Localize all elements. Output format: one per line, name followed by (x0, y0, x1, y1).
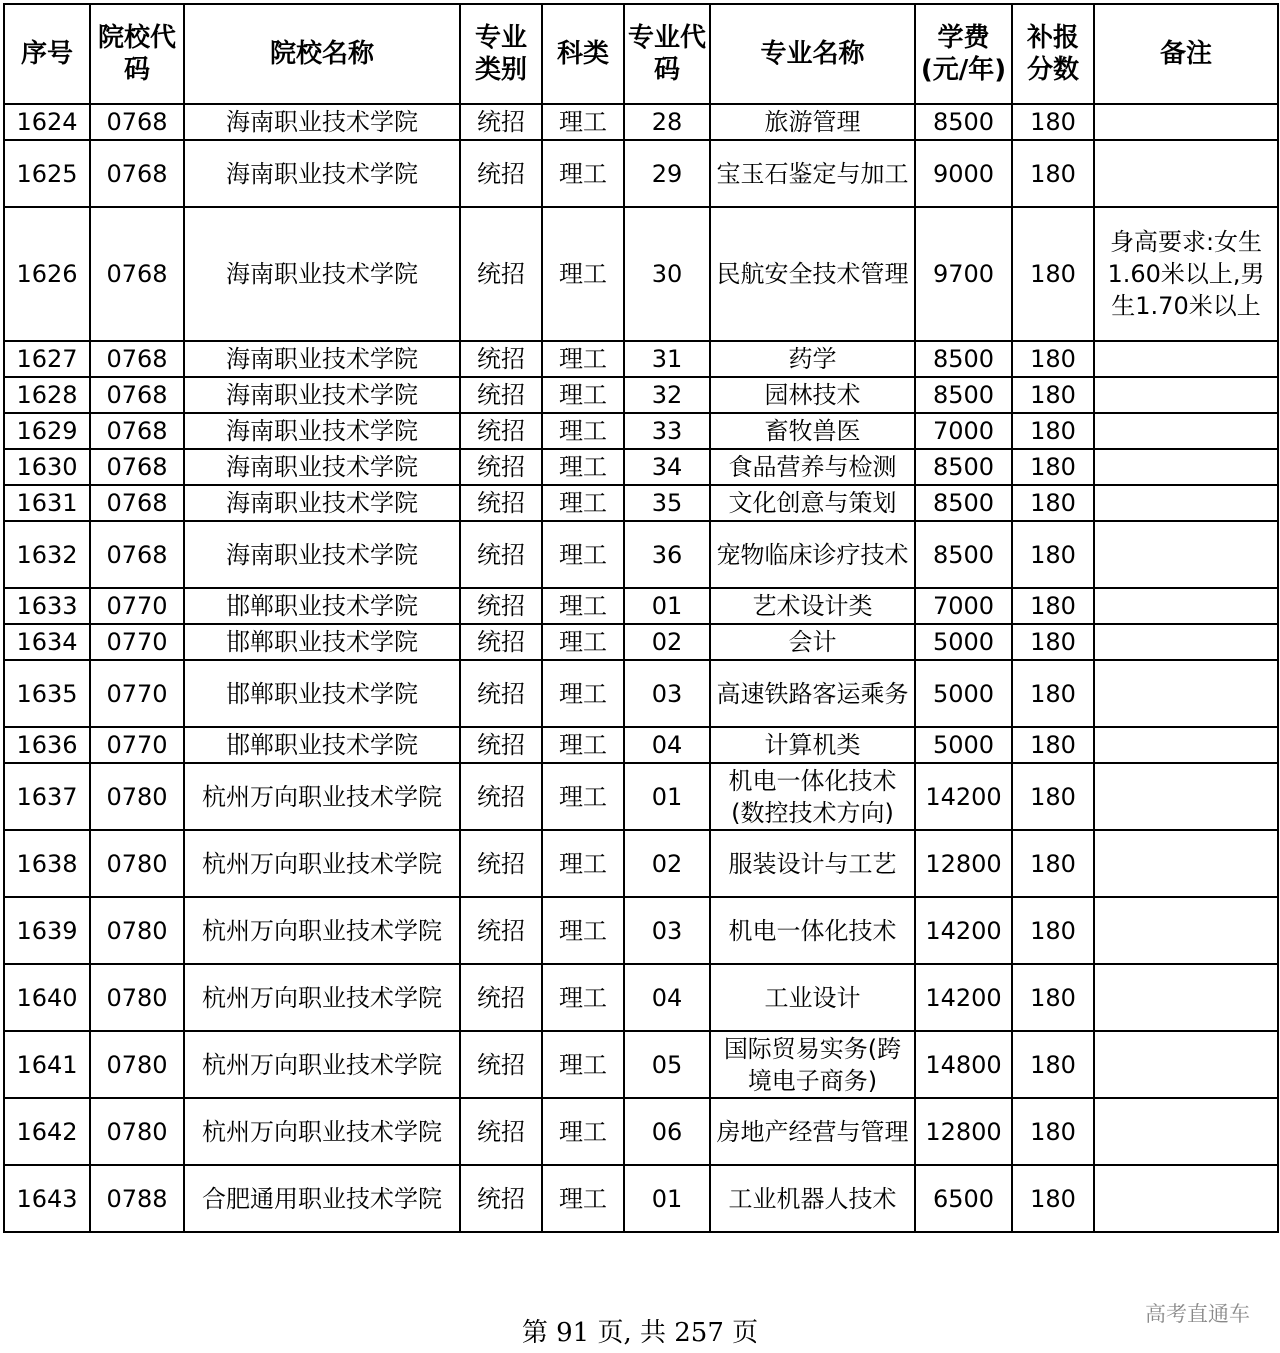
cell-serial: 1631 (4, 485, 90, 521)
cell-notes: 身高要求:女生1.60米以上,男生1.70米以上 (1094, 207, 1278, 341)
cell-major-category: 统招 (460, 485, 542, 521)
cell-major-code: 06 (624, 1098, 710, 1165)
cell-school-name: 海南职业技术学院 (184, 207, 460, 341)
cell-school-name: 海南职业技术学院 (184, 521, 460, 588)
header-major-code: 专业代码 (624, 4, 710, 104)
cell-serial: 1639 (4, 897, 90, 964)
cell-tuition: 9000 (915, 140, 1012, 207)
header-notes: 备注 (1094, 4, 1278, 104)
cell-major-category: 统招 (460, 521, 542, 588)
cell-score: 180 (1012, 104, 1094, 140)
cell-major-code: 02 (624, 830, 710, 897)
cell-score: 180 (1012, 1165, 1094, 1232)
cell-serial: 1632 (4, 521, 90, 588)
cell-subject: 理工 (542, 207, 624, 341)
cell-tuition: 8500 (915, 377, 1012, 413)
cell-subject: 理工 (542, 727, 624, 763)
cell-major-category: 统招 (460, 624, 542, 660)
cell-subject: 理工 (542, 521, 624, 588)
cell-major-name: 计算机类 (710, 727, 915, 763)
cell-major-category: 统招 (460, 897, 542, 964)
cell-subject: 理工 (542, 830, 624, 897)
cell-subject: 理工 (542, 660, 624, 727)
header-serial: 序号 (4, 4, 90, 104)
cell-tuition: 12800 (915, 1098, 1012, 1165)
cell-major-name: 国际贸易实务(跨境电子商务) (710, 1031, 915, 1098)
cell-score: 180 (1012, 341, 1094, 377)
cell-major-category: 统招 (460, 140, 542, 207)
cell-notes (1094, 341, 1278, 377)
page-number-footer: 第 91 页, 共 257 页 (521, 1318, 759, 1348)
cell-school-code: 0768 (90, 377, 184, 413)
table-row (4, 897, 1278, 964)
table-row (4, 727, 1278, 763)
cell-major-name: 房地产经营与管理 (710, 1098, 915, 1165)
cell-score: 180 (1012, 485, 1094, 521)
cell-major-code: 01 (624, 588, 710, 624)
cell-score: 180 (1012, 830, 1094, 897)
cell-school-code: 0768 (90, 341, 184, 377)
table-row (4, 1031, 1278, 1098)
table-row (4, 104, 1278, 140)
cell-score: 180 (1012, 140, 1094, 207)
cell-subject: 理工 (542, 1098, 624, 1165)
table-body (4, 104, 1278, 1232)
header-school-name: 院校名称 (184, 4, 460, 104)
cell-school-name: 邯郸职业技术学院 (184, 727, 460, 763)
cell-school-code: 0780 (90, 897, 184, 964)
table-row (4, 763, 1278, 830)
cell-score: 180 (1012, 588, 1094, 624)
cell-school-name: 合肥通用职业技术学院 (184, 1165, 460, 1232)
cell-notes (1094, 830, 1278, 897)
table-row (4, 449, 1278, 485)
cell-major-code: 01 (624, 1165, 710, 1232)
cell-score: 180 (1012, 1098, 1094, 1165)
cell-serial: 1624 (4, 104, 90, 140)
cell-school-name: 邯郸职业技术学院 (184, 588, 460, 624)
cell-school-code: 0768 (90, 207, 184, 341)
cell-school-name: 海南职业技术学院 (184, 413, 460, 449)
watermark: 高考直通车 (1145, 1302, 1250, 1326)
cell-school-name: 邯郸职业技术学院 (184, 624, 460, 660)
cell-score: 180 (1012, 763, 1094, 830)
cell-major-category: 统招 (460, 763, 542, 830)
table-row (4, 485, 1278, 521)
cell-major-code: 31 (624, 341, 710, 377)
cell-school-name: 杭州万向职业技术学院 (184, 1098, 460, 1165)
cell-subject: 理工 (542, 588, 624, 624)
cell-tuition: 7000 (915, 413, 1012, 449)
cell-subject: 理工 (542, 140, 624, 207)
cell-major-name: 宝玉石鉴定与加工 (710, 140, 915, 207)
cell-major-name: 服装设计与工艺 (710, 830, 915, 897)
cell-score: 180 (1012, 964, 1094, 1031)
cell-major-name: 工业机器人技术 (710, 1165, 915, 1232)
cell-serial: 1625 (4, 140, 90, 207)
cell-tuition: 5000 (915, 624, 1012, 660)
cell-serial: 1628 (4, 377, 90, 413)
cell-tuition: 8500 (915, 485, 1012, 521)
cell-major-name: 机电一体化技术(数控技术方向) (710, 763, 915, 830)
cell-subject: 理工 (542, 763, 624, 830)
cell-major-category: 统招 (460, 449, 542, 485)
cell-tuition: 9700 (915, 207, 1012, 341)
cell-school-code: 0780 (90, 763, 184, 830)
header-subject: 科类 (542, 4, 624, 104)
cell-notes (1094, 104, 1278, 140)
header-major-category: 专业类别 (460, 4, 542, 104)
cell-school-name: 杭州万向职业技术学院 (184, 964, 460, 1031)
cell-serial: 1637 (4, 763, 90, 830)
cell-serial: 1626 (4, 207, 90, 341)
table-row (4, 830, 1278, 897)
cell-school-code: 0768 (90, 140, 184, 207)
cell-major-name: 会计 (710, 624, 915, 660)
cell-major-category: 统招 (460, 377, 542, 413)
cell-notes (1094, 763, 1278, 830)
header-school-code: 院校代码 (90, 4, 184, 104)
table-header (4, 4, 1278, 104)
cell-major-name: 民航安全技术管理 (710, 207, 915, 341)
cell-subject: 理工 (542, 1031, 624, 1098)
cell-notes (1094, 140, 1278, 207)
cell-tuition: 14200 (915, 897, 1012, 964)
header-major-name: 专业名称 (710, 4, 915, 104)
cell-serial: 1633 (4, 588, 90, 624)
cell-school-name: 海南职业技术学院 (184, 449, 460, 485)
cell-major-name: 旅游管理 (710, 104, 915, 140)
cell-score: 180 (1012, 1031, 1094, 1098)
cell-major-code: 29 (624, 140, 710, 207)
cell-school-name: 邯郸职业技术学院 (184, 660, 460, 727)
cell-tuition: 8500 (915, 104, 1012, 140)
cell-major-name: 机电一体化技术 (710, 897, 915, 964)
cell-school-code: 0780 (90, 1098, 184, 1165)
table-row (4, 964, 1278, 1031)
cell-major-category: 统招 (460, 104, 542, 140)
cell-score: 180 (1012, 897, 1094, 964)
cell-major-code: 03 (624, 897, 710, 964)
cell-school-name: 杭州万向职业技术学院 (184, 763, 460, 830)
cell-school-code: 0768 (90, 485, 184, 521)
cell-school-code: 0780 (90, 964, 184, 1031)
cell-school-name: 杭州万向职业技术学院 (184, 1031, 460, 1098)
cell-tuition: 6500 (915, 1165, 1012, 1232)
cell-subject: 理工 (542, 449, 624, 485)
cell-notes (1094, 449, 1278, 485)
cell-notes (1094, 660, 1278, 727)
cell-serial: 1642 (4, 1098, 90, 1165)
cell-major-code: 04 (624, 964, 710, 1031)
cell-serial: 1635 (4, 660, 90, 727)
cell-major-code: 02 (624, 624, 710, 660)
cell-major-category: 统招 (460, 588, 542, 624)
header-row (4, 4, 1278, 104)
cell-tuition: 14200 (915, 763, 1012, 830)
table-row (4, 1098, 1278, 1165)
cell-school-code: 0780 (90, 1031, 184, 1098)
cell-score: 180 (1012, 449, 1094, 485)
cell-notes (1094, 521, 1278, 588)
table-row (4, 207, 1278, 341)
cell-tuition: 8500 (915, 521, 1012, 588)
cell-notes (1094, 1098, 1278, 1165)
cell-school-name: 海南职业技术学院 (184, 341, 460, 377)
cell-score: 180 (1012, 660, 1094, 727)
cell-notes (1094, 897, 1278, 964)
cell-tuition: 5000 (915, 727, 1012, 763)
table-row (4, 341, 1278, 377)
cell-subject: 理工 (542, 624, 624, 660)
cell-school-code: 0770 (90, 660, 184, 727)
cell-notes (1094, 1165, 1278, 1232)
cell-subject: 理工 (542, 341, 624, 377)
cell-major-name: 艺术设计类 (710, 588, 915, 624)
table-row (4, 588, 1278, 624)
cell-tuition: 14800 (915, 1031, 1012, 1098)
cell-major-name: 宠物临床诊疗技术 (710, 521, 915, 588)
table-row (4, 377, 1278, 413)
cell-major-code: 33 (624, 413, 710, 449)
cell-school-name: 海南职业技术学院 (184, 104, 460, 140)
cell-school-code: 0770 (90, 588, 184, 624)
cell-serial: 1640 (4, 964, 90, 1031)
cell-school-code: 0770 (90, 624, 184, 660)
cell-serial: 1634 (4, 624, 90, 660)
cell-major-code: 03 (624, 660, 710, 727)
cell-serial: 1638 (4, 830, 90, 897)
cell-major-name: 文化创意与策划 (710, 485, 915, 521)
cell-school-name: 杭州万向职业技术学院 (184, 897, 460, 964)
cell-major-category: 统招 (460, 207, 542, 341)
cell-notes (1094, 588, 1278, 624)
cell-major-code: 01 (624, 763, 710, 830)
cell-school-code: 0768 (90, 413, 184, 449)
cell-tuition: 8500 (915, 341, 1012, 377)
cell-score: 180 (1012, 207, 1094, 341)
cell-tuition: 12800 (915, 830, 1012, 897)
cell-major-name: 药学 (710, 341, 915, 377)
cell-notes (1094, 964, 1278, 1031)
cell-notes (1094, 624, 1278, 660)
admissions-table (3, 3, 1279, 1233)
cell-notes (1094, 485, 1278, 521)
cell-serial: 1629 (4, 413, 90, 449)
cell-major-name: 食品营养与检测 (710, 449, 915, 485)
cell-notes (1094, 727, 1278, 763)
cell-school-code: 0768 (90, 521, 184, 588)
cell-subject: 理工 (542, 104, 624, 140)
cell-major-category: 统招 (460, 727, 542, 763)
cell-serial: 1630 (4, 449, 90, 485)
cell-school-code: 0768 (90, 104, 184, 140)
cell-school-code: 0788 (90, 1165, 184, 1232)
cell-school-code: 0770 (90, 727, 184, 763)
cell-notes (1094, 1031, 1278, 1098)
cell-score: 180 (1012, 624, 1094, 660)
cell-major-name: 园林技术 (710, 377, 915, 413)
cell-subject: 理工 (542, 1165, 624, 1232)
cell-major-name: 工业设计 (710, 964, 915, 1031)
cell-major-name: 畜牧兽医 (710, 413, 915, 449)
cell-serial: 1643 (4, 1165, 90, 1232)
table-row (4, 521, 1278, 588)
cell-major-code: 35 (624, 485, 710, 521)
table-row (4, 660, 1278, 727)
cell-notes (1094, 377, 1278, 413)
cell-subject: 理工 (542, 377, 624, 413)
cell-serial: 1627 (4, 341, 90, 377)
cell-major-code: 32 (624, 377, 710, 413)
cell-serial: 1636 (4, 727, 90, 763)
cell-score: 180 (1012, 727, 1094, 763)
cell-major-code: 05 (624, 1031, 710, 1098)
table-row (4, 1165, 1278, 1232)
cell-subject: 理工 (542, 897, 624, 964)
cell-major-name: 高速铁路客运乘务 (710, 660, 915, 727)
cell-major-category: 统招 (460, 413, 542, 449)
cell-major-code: 28 (624, 104, 710, 140)
cell-major-category: 统招 (460, 660, 542, 727)
cell-major-category: 统招 (460, 964, 542, 1031)
cell-school-name: 海南职业技术学院 (184, 140, 460, 207)
cell-school-name: 海南职业技术学院 (184, 377, 460, 413)
cell-tuition: 14200 (915, 964, 1012, 1031)
cell-major-code: 34 (624, 449, 710, 485)
cell-major-code: 30 (624, 207, 710, 341)
cell-major-category: 统招 (460, 341, 542, 377)
cell-major-category: 统招 (460, 1098, 542, 1165)
cell-score: 180 (1012, 377, 1094, 413)
cell-school-name: 杭州万向职业技术学院 (184, 830, 460, 897)
table-row (4, 413, 1278, 449)
cell-major-category: 统招 (460, 830, 542, 897)
header-tuition: 学费(元/年) (915, 4, 1012, 104)
cell-subject: 理工 (542, 485, 624, 521)
cell-major-category: 统招 (460, 1031, 542, 1098)
cell-major-category: 统招 (460, 1165, 542, 1232)
table-row (4, 140, 1278, 207)
cell-school-code: 0768 (90, 449, 184, 485)
cell-subject: 理工 (542, 413, 624, 449)
cell-major-code: 04 (624, 727, 710, 763)
cell-major-code: 36 (624, 521, 710, 588)
cell-notes (1094, 413, 1278, 449)
cell-serial: 1641 (4, 1031, 90, 1098)
cell-subject: 理工 (542, 964, 624, 1031)
cell-score: 180 (1012, 413, 1094, 449)
cell-tuition: 7000 (915, 588, 1012, 624)
cell-school-name: 海南职业技术学院 (184, 485, 460, 521)
cell-score: 180 (1012, 521, 1094, 588)
table-row (4, 624, 1278, 660)
cell-tuition: 8500 (915, 449, 1012, 485)
cell-tuition: 5000 (915, 660, 1012, 727)
cell-school-code: 0780 (90, 830, 184, 897)
header-score: 补报分数 (1012, 4, 1094, 104)
